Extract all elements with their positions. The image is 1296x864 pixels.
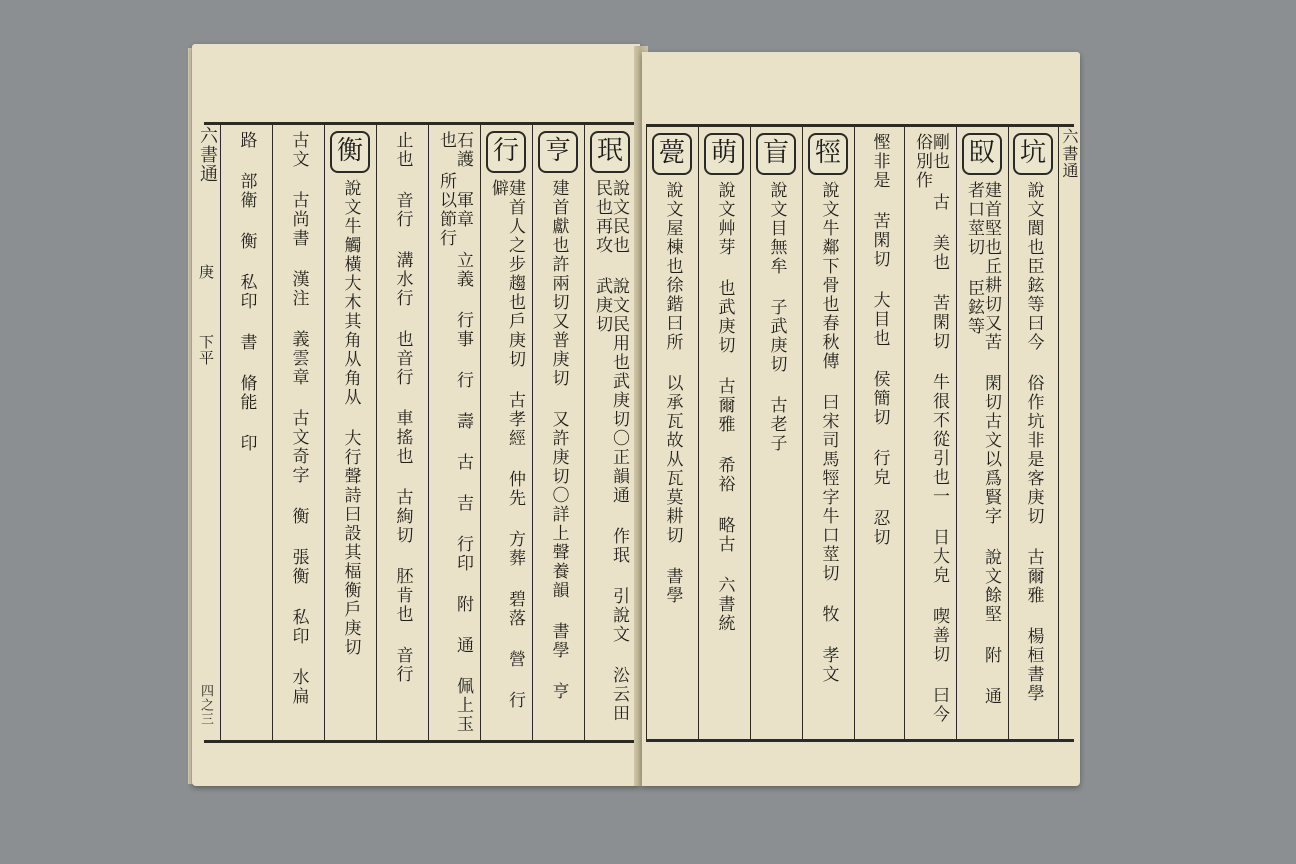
entry-text: 說文牛鄰下骨也春秋傳 曰宋司馬牼字牛口莖切 牧 孝文 bbox=[818, 181, 839, 684]
left-margin-sub: 庚 bbox=[197, 264, 215, 280]
entry-text: 說文民也 說文民用也武庚切〇正韻通 作珉 引說文 㳂云田民也再攻 武庚切 bbox=[592, 179, 629, 723]
entry-text: 慳非是 苦閑切 大目也 侯簡切 行皃 忍切 bbox=[869, 133, 890, 547]
entry-text: 說文屋棟也徐鍇曰所 以承瓦故从瓦莫耕切 書學 bbox=[662, 181, 683, 605]
entry-text: 止也 音行 溝水行 也音行 車搖也 古絢切 胚肯也 音行 bbox=[392, 131, 413, 684]
seal-headword: 牼 bbox=[808, 133, 848, 175]
left-volume-label: 下平 bbox=[197, 334, 215, 366]
entry-text: 說文牛觸橫大木其角从角从 大行聲詩曰設其楅衡戶庚切 bbox=[340, 179, 361, 657]
right-text-frame bbox=[646, 124, 1074, 742]
right-page bbox=[642, 52, 1080, 786]
entry-text: 建首堅也丘耕切又苦 閑切古文以爲賢字 說文餘堅 附 通 者口莖切 臣鉉等 bbox=[964, 181, 1001, 706]
seal-headword: 甍 bbox=[652, 133, 692, 175]
entry-column bbox=[378, 131, 426, 734]
entry-column bbox=[222, 131, 270, 734]
entry-column bbox=[326, 131, 374, 734]
entry-column bbox=[274, 131, 322, 734]
entry-text: 剛也 古 美也 苦閑切 牛很不從引也一 日大皃 喫善切 曰今俗別作 bbox=[912, 133, 949, 724]
entry-text: 說文閬也臣鉉等曰今 俗作坑非是客庚切 古爾雅 楊桓書學 bbox=[1023, 181, 1044, 703]
entry-column bbox=[534, 131, 582, 734]
entry-text: 石護 軍章 立義 行事 行 壽 古 吉 行印 附 通 佩上玉也 所以節行 bbox=[436, 131, 473, 734]
entry-text: 說文艸芽 也武庚切 古爾雅 希裕 略古 六書統 bbox=[714, 181, 735, 633]
entry-text: 建首獻也許兩切又普庚切 又許庚切〇詳上聲養韻 書學 亨 bbox=[548, 179, 569, 701]
seal-headword: 珉 bbox=[590, 131, 630, 173]
seal-headword: 臤 bbox=[962, 133, 1002, 175]
entry-column bbox=[1010, 133, 1056, 733]
entry-text: 建首人之步趨也戶庚切 古孝經 仲先 方葬 碧落 營 行 僻 bbox=[488, 179, 525, 710]
entry-text: 路 部衛 衡 私印 書 脩能 印 bbox=[236, 131, 257, 453]
entry-column bbox=[648, 133, 696, 733]
left-text-frame bbox=[204, 122, 636, 743]
seal-headword: 萌 bbox=[704, 133, 744, 175]
right-margin-title: 六書通 bbox=[1060, 128, 1079, 179]
entry-text: 古文 古尚書 漢注 義雲章 古文奇字 衡 張衡 私印 水扁 bbox=[288, 131, 309, 706]
entry-column bbox=[586, 131, 634, 734]
entry-column bbox=[700, 133, 748, 733]
entry-column bbox=[430, 131, 478, 734]
seal-headword: 盲 bbox=[756, 133, 796, 175]
left-page-number: 四之三 bbox=[198, 684, 213, 726]
entry-text: 說文目無牟 子武庚切 古老子 bbox=[766, 181, 787, 453]
entry-column bbox=[804, 133, 852, 733]
seal-headword: 行 bbox=[486, 131, 526, 173]
seal-headword: 亨 bbox=[538, 131, 578, 173]
seal-headword: 坑 bbox=[1013, 133, 1053, 175]
entry-column bbox=[752, 133, 800, 733]
left-page bbox=[192, 44, 640, 786]
entry-column bbox=[958, 133, 1006, 733]
entry-column bbox=[906, 133, 954, 733]
seal-headword: 衡 bbox=[330, 131, 370, 173]
left-margin-title: 六書通 bbox=[197, 126, 218, 183]
entry-column bbox=[856, 133, 902, 733]
entry-column bbox=[482, 131, 530, 734]
